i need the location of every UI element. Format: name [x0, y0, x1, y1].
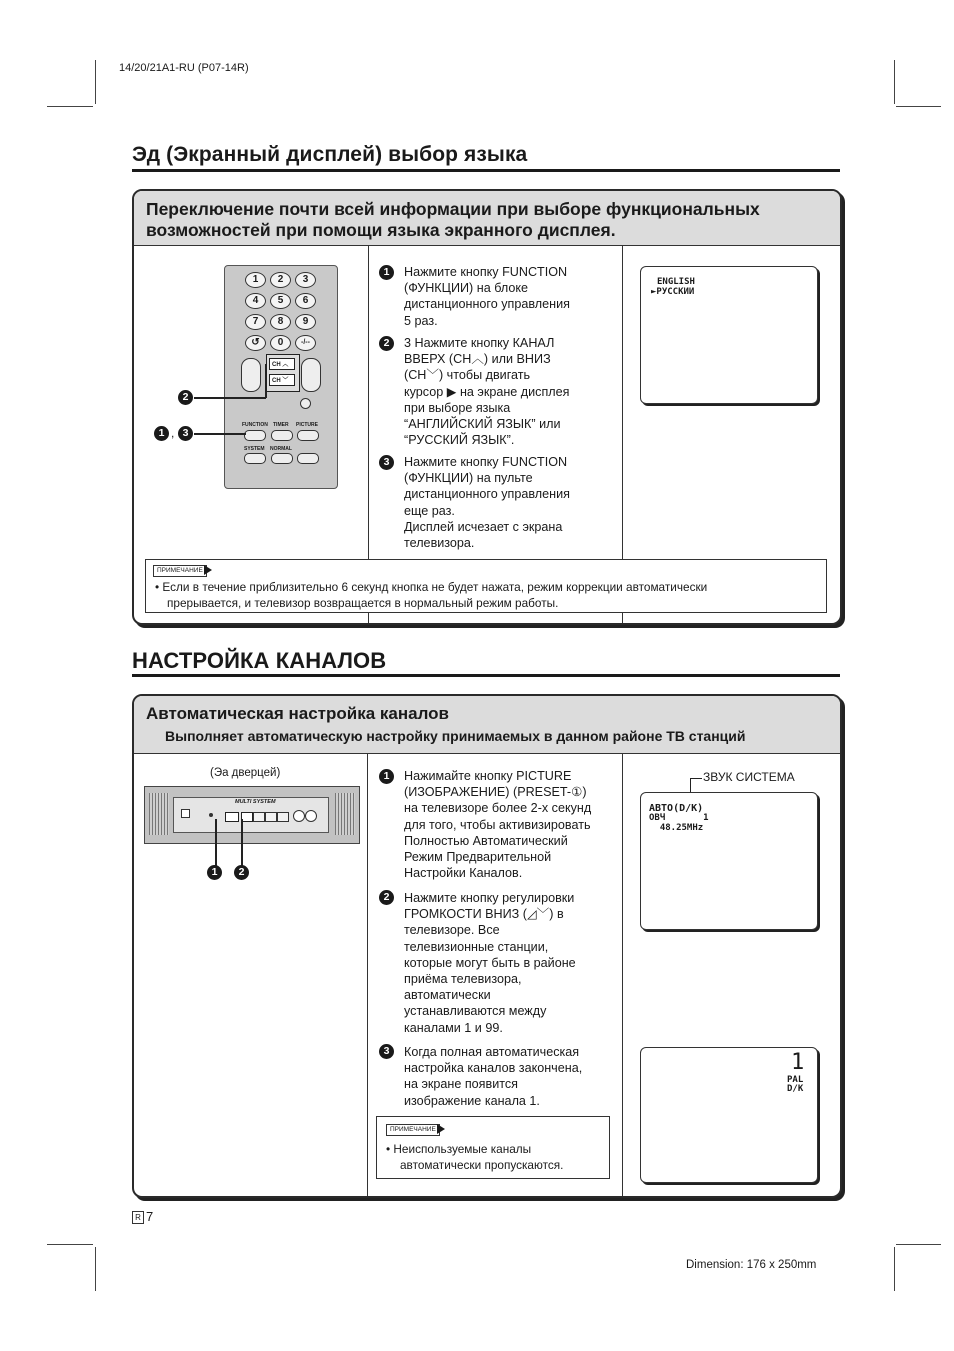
section2-note [376, 1116, 610, 1179]
system-button[interactable] [244, 453, 266, 464]
section1-rule [132, 169, 840, 172]
tv-channel-up-button[interactable] [277, 812, 289, 822]
remote-key-1[interactable]: 1 [245, 272, 266, 288]
tv-power-button[interactable] [181, 809, 190, 818]
tv-model-label: MULTI SYSTEM [235, 799, 276, 805]
remote-key-flashback[interactable]: ↺ [245, 335, 266, 351]
picture-button[interactable] [297, 430, 319, 441]
section1-panel [132, 189, 842, 625]
remote-key-2[interactable]: 2 [270, 272, 291, 288]
crop-mark [894, 1247, 895, 1291]
caption-leader [690, 778, 702, 779]
tv-volume-up-button[interactable] [253, 812, 265, 822]
section2-subheading-text: Выполняет автоматическую настройку принимаемых в данном районе ТВ станций [165, 728, 746, 744]
step-number: 2 [379, 890, 394, 905]
tv-screen-channel-1 [640, 1047, 818, 1183]
remote-key-6[interactable]: 6 [295, 293, 316, 309]
remote-key-0[interactable]: 0 [270, 335, 291, 351]
remote-key-8[interactable]: 8 [270, 314, 291, 330]
tv-screen-auto-tuning [640, 792, 818, 930]
crop-mark [894, 60, 895, 104]
crop-mark [896, 1244, 941, 1245]
step-number: 1 [379, 265, 394, 280]
step-number: 3 [379, 455, 394, 470]
section1-title: Эд (Экранный дисплей) выбор языка [132, 143, 528, 166]
callout-2-leader-up [265, 364, 267, 398]
tv-front-panel-illustration [144, 786, 360, 844]
column-divider [622, 754, 623, 1196]
section1-heading-text: Переключение почти всей информации при выборе функциональных возможностей при помощи языка экранного дисплея. [146, 199, 760, 240]
remote-key-3[interactable]: 3 [295, 272, 316, 288]
step-number: 3 [379, 1044, 394, 1059]
step-2-text: Нажмите кнопку регулировки ГРОМКОСТИ ВНИЗ (◿﹀) в телевизоре. Все телевизионные станции, которые могут быть в районе приёма телевизора, автоматически устанавливаются между каналами 1 и 99. [404, 891, 576, 1035]
step-1-text: Нажимайте кнопку PICTURE (ИЗОБРАЖЕНИЕ) (PRESET-①) на телевизоре более 2-х секунд для того, чтобы активизировать Полностью Автоматический Режим Предварительной Настройки Каналов. [404, 769, 592, 881]
note-arrow-icon [437, 1124, 445, 1134]
doc-code: 14/20/21A1-RU (P07-14R) [119, 62, 249, 74]
tv-volume-down-button[interactable] [241, 812, 253, 822]
volume-right-rocker[interactable] [301, 358, 321, 392]
crop-mark [896, 106, 941, 107]
section2-heading-text: Автоматическая настройка каналов [146, 704, 450, 723]
remote-key-dash[interactable]: -/-- [295, 335, 316, 351]
callout-1-3-leader [194, 433, 246, 435]
remote-key-5[interactable]: 5 [270, 293, 291, 309]
crop-mark [95, 1247, 96, 1291]
step-number: 2 [379, 336, 394, 351]
page-badge: R [132, 1211, 144, 1224]
section2-rule [132, 674, 840, 677]
crop-mark [47, 1244, 93, 1245]
callout-3: 3 [178, 426, 193, 441]
section1-panel-heading [134, 191, 840, 246]
chevron-up-icon: ︿ [282, 362, 289, 368]
screen-line-english: ENGLISH [657, 277, 695, 287]
callout-1: 1 [207, 865, 222, 880]
tv-caption: (Эа дверцей) [210, 767, 281, 779]
screen-channel-number: 1 [791, 1050, 805, 1075]
screen-sound-system: D/K [787, 1084, 804, 1094]
step-3-text: Нажмите кнопку FUNCTION (ФУНКЦИИ) на пульте дистанционного управления еще раз. Дисплей исчезает с экрана телевизора. [404, 455, 570, 551]
function-label: FUNCTION [242, 422, 268, 428]
step-number: 1 [379, 769, 394, 784]
callout-2: 2 [178, 390, 193, 405]
remote-key-7[interactable]: 7 [245, 314, 266, 330]
tv-indicator-dot [209, 813, 213, 817]
screen-mode-button[interactable] [297, 453, 319, 464]
function-button[interactable] [244, 430, 266, 441]
crop-mark [47, 106, 93, 107]
timer-button[interactable] [271, 430, 293, 441]
picture-label: PICTURE [296, 422, 318, 428]
screen-line-band: ОВЧ 1 [649, 813, 709, 823]
screen1-caption: ЗВУК СИСТЕМА [703, 770, 795, 784]
note-text: • Если в течение приблизительно 6 секунд кнопка не будет нажата, режим коррекции автоматически прерывается, и телевизор возвращается в нормальный режим работы. [155, 580, 708, 610]
callout-1: 1 [154, 426, 169, 441]
section2-panel [132, 694, 842, 1198]
section2-panel-heading [134, 696, 840, 754]
step-2-text: 3 Нажмите кнопку КАНАЛ ВВЕРХ (CH︿) или ВНИЗ (CH﹀) чтобы двигать курсор ▶ на экране дисплея при выборе языка “АНГЛИЙСКИЙ ЯЗЫК” или “РУССКИЙ ЯЗЫК”. [404, 336, 570, 448]
page-number: 7 [146, 1209, 154, 1224]
note-badge: ПРИМЕЧАНИЕ [153, 565, 207, 577]
callout-separator: , [171, 426, 175, 440]
screen-color-system: PAL [787, 1075, 804, 1085]
channel-up-button[interactable]: CH ︿ [269, 358, 295, 370]
volume-left-rocker[interactable] [241, 358, 261, 392]
channel-down-button[interactable]: CH ﹀ [269, 374, 295, 386]
callout-2-leader [194, 397, 266, 399]
timer-label: TIMER [273, 422, 289, 428]
note-arrow-icon [204, 565, 212, 575]
screen-line-system: АВТО(D/K) [649, 803, 704, 814]
callout-1-leader [215, 819, 217, 869]
callout-2-leader [241, 819, 243, 869]
step-1-text: Нажмите кнопку FUNCTION (ФУНКЦИИ) на блоке дистанционного управления 5 раз. [404, 265, 570, 328]
callout-2: 2 [234, 865, 249, 880]
crop-mark [95, 60, 96, 104]
chevron-down-icon: ﹀ [282, 378, 289, 384]
tv-grille-left [149, 793, 169, 835]
mute-button[interactable] [300, 398, 311, 409]
step-3-text: Когда полная автоматическая настройка каналов закончена, на экране появится изображение канала 1. [404, 1045, 583, 1108]
remote-key-4[interactable]: 4 [245, 293, 266, 309]
note-text: • Неиспользуемые каналы автоматически пропускаются. [386, 1142, 564, 1172]
dimension-note: Dimension: 176 x 250mm [686, 1259, 817, 1271]
tv-grille-right [335, 793, 355, 835]
tv-picture-button[interactable] [225, 812, 239, 822]
column-divider [367, 754, 368, 1196]
remote-key-9[interactable]: 9 [295, 314, 316, 330]
normal-label: NORMAL [270, 446, 292, 452]
remote-control-illustration [224, 265, 338, 489]
screen-line-russian: ►РУССКИИ [651, 287, 695, 297]
section1-note [145, 559, 827, 613]
tv-screen-language [640, 266, 818, 404]
screen-line-frequency: 48.25MHz [649, 823, 704, 833]
normal-button[interactable] [271, 453, 293, 464]
tv-av-jack[interactable] [305, 810, 317, 822]
tv-av-jack[interactable] [293, 810, 305, 822]
system-label: SYSTEM [244, 446, 265, 452]
section2-title: НАСТРОЙКА КАНАЛОВ [132, 648, 387, 673]
tv-channel-down-button[interactable] [265, 812, 277, 822]
note-badge: ПРИМЕЧАНИЕ [386, 1124, 440, 1136]
